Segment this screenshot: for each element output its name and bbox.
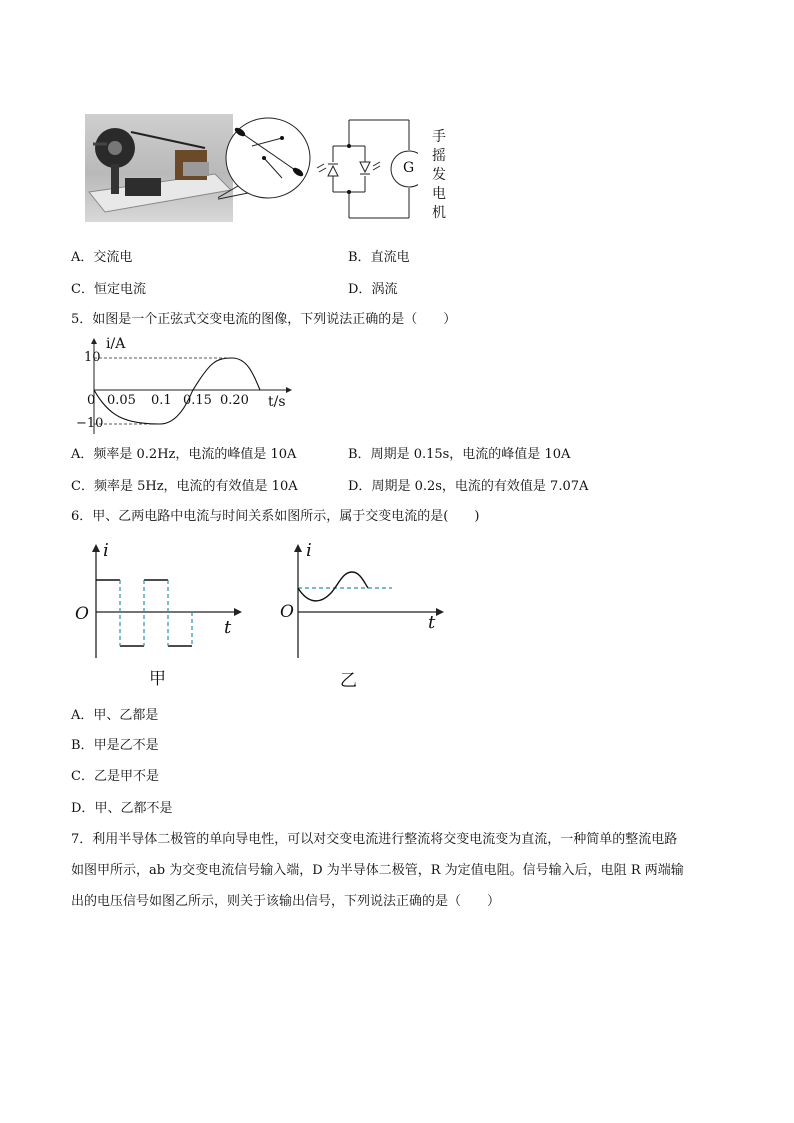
q5-x-tick-005: 0.05	[107, 393, 136, 408]
q5-option-d[interactable]: D．周期是 0.2s，电流的有效值是 7.07A	[348, 479, 589, 494]
q6-yi-x-label: t	[428, 612, 436, 633]
side-char: 手	[432, 129, 446, 145]
q4-option-b[interactable]: B．直流电	[348, 250, 410, 265]
q7-text-line-1: 7．利用半导体二极管的单向导电性，可以对交变电流进行整流将交变电流变为直流，一种简单的整流电路	[71, 832, 678, 847]
q6-option-c[interactable]: C．乙是甲不是	[71, 769, 159, 784]
q7-text-line-2: 如图甲所示，ab 为交变电流信号输入端，D 为半导体二极管，R 为定值电阻。信号输入后，电阻 R 两端输	[71, 863, 684, 878]
q6-jia-x-label: t	[224, 617, 232, 638]
q5-stem: 5．如图是一个正弦式交变电流的图像，下列说法正确的是（ ）	[71, 312, 457, 327]
q5-x-tick-020: 0.20	[220, 393, 249, 408]
q4-option-c[interactable]: C．恒定电流	[71, 282, 146, 297]
q6-option-a[interactable]: A．甲、乙都是	[71, 708, 159, 723]
side-char: 摇	[432, 148, 446, 164]
q6-square-wave-transitions	[120, 580, 192, 646]
q6-yi-caption: 乙	[340, 671, 357, 691]
q5-y-tick-10: 10	[84, 350, 101, 365]
q6-option-b[interactable]: B．甲是乙不是	[71, 738, 159, 753]
generator-photo	[85, 114, 233, 222]
side-char: 电	[432, 186, 446, 202]
q6-option-d[interactable]: D．甲、乙都不是	[71, 801, 173, 816]
generator-side-label	[432, 128, 446, 223]
q6-jia-y-label: i	[103, 540, 109, 561]
q5-option-a[interactable]: A．频率是 0.2Hz，电流的峰值是 10A	[71, 447, 297, 462]
q6-graph-jia	[88, 542, 244, 662]
side-char: 发	[432, 167, 446, 183]
side-char: 机	[432, 205, 446, 221]
q6-jia-origin: O	[75, 604, 89, 624]
q5-y-tick-neg10: −10	[76, 416, 104, 431]
q6-yi-wave	[298, 572, 368, 601]
q5-x-tick-01: 0.1	[151, 393, 172, 408]
q4-option-a[interactable]: A．交流电	[71, 250, 133, 265]
q5-option-b[interactable]: B．周期是 0.15s，电流的峰值是 10A	[348, 447, 571, 462]
q5-x-axis-label: t/s	[268, 394, 286, 410]
q5-y-tick-0: 0	[87, 393, 96, 408]
q6-yi-origin: O	[280, 602, 294, 622]
galvanometer-label: G	[403, 160, 415, 176]
q6-stem: 6．甲、乙两电路中电流与时间关系如图所示，属于交变电流的是( )	[71, 509, 480, 524]
q7-text-line-3: 出的电压信号如图乙所示，则关于该输出信号，下列说法正确的是（ ）	[71, 894, 501, 909]
q5-current-curve	[94, 358, 260, 424]
q6-jia-caption: 甲	[149, 669, 166, 689]
q5-x-tick-015: 0.15	[183, 393, 212, 408]
q4-option-d[interactable]: D．涡流	[348, 282, 398, 297]
q6-yi-y-label: i	[306, 540, 312, 561]
diode-circuit-diagram	[218, 114, 418, 224]
q5-option-c[interactable]: C．频率是 5Hz，电流的有效值是 10A	[71, 479, 298, 494]
generator-photo-drawing	[85, 114, 233, 222]
q5-y-axis-label: i/A	[106, 336, 126, 352]
